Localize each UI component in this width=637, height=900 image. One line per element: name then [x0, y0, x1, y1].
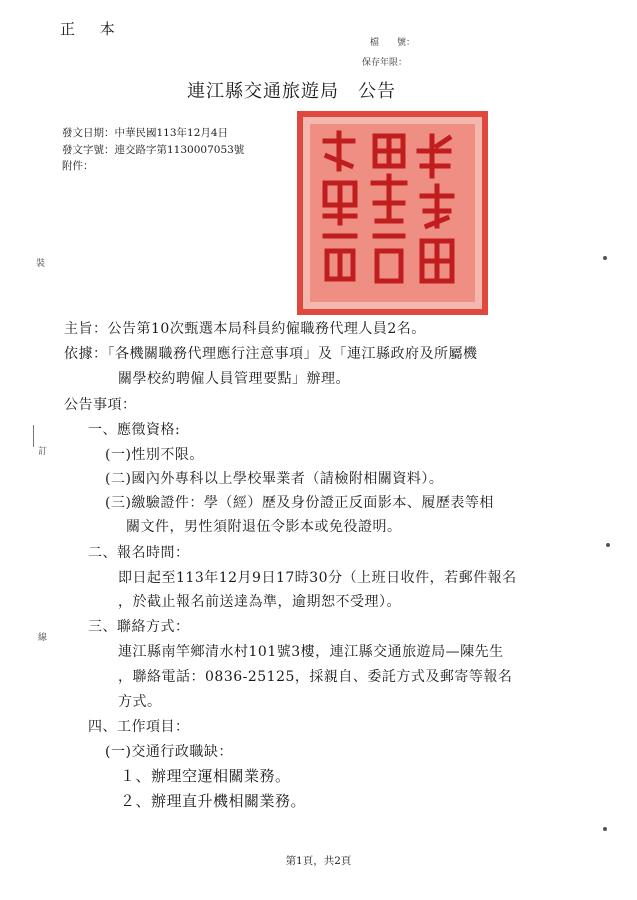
- line-mark: 線: [38, 633, 48, 643]
- qualification-item-cont: 關文件，男性須附退伍令影本或免役證明。: [126, 519, 402, 535]
- qualification-item: (二)國內外專科以上學校畢業者（請檢附相關資料）。: [105, 471, 444, 487]
- basis-line: 依據：「各機關職務代理應行注意事項」及「連江縣政府及所屬機: [64, 346, 478, 362]
- qualification-item: (一)性別不限。: [105, 447, 204, 463]
- section-qualifications-heading: 一、應徵資格:: [88, 422, 181, 438]
- duty-item: １、辦理空運相關業務。: [120, 767, 291, 785]
- official-seal: [297, 111, 488, 315]
- duties-subheading: (一)交通行政職缺：: [105, 744, 233, 760]
- binding-tick: [33, 425, 34, 447]
- binding-mark: 裝: [36, 259, 46, 269]
- subject-line: 主旨：公告第10次甄選本局科員約僱職務代理人員2名。: [64, 321, 426, 337]
- registration-text: 即日起至113年12月9日17時30分（上班日收件，若郵件報名: [118, 570, 517, 586]
- retention-period-label: 保存年限：: [362, 58, 408, 68]
- qualification-item: (三)繳驗證件：學（經）歷及身份證正反面影本、履歷表等相: [105, 495, 494, 511]
- attachment-label: 附件：: [62, 160, 94, 172]
- copy-mark: 正 本: [60, 20, 125, 38]
- issue-date: 發文日期：中華民國113年12月4日: [62, 127, 229, 139]
- seal-graphic: [297, 111, 488, 315]
- section-duties-heading: 四、工作項目：: [88, 719, 190, 735]
- announcement-heading: 公告事項：: [64, 397, 137, 413]
- punch-dot: [603, 827, 607, 831]
- page-number: 第1頁，共2頁: [285, 855, 352, 867]
- basis-line-cont: 關學校約聘僱人員管理要點」辦理。: [118, 371, 350, 387]
- registration-text-cont: ，於截止報名前送達為準，逾期恕不受理）。: [118, 594, 401, 610]
- contact-text: 連江縣南竿鄉清水村101號3樓，連江縣交通旅遊局—陳先生: [118, 644, 504, 660]
- section-registration-heading: 二、報名時間：: [88, 545, 190, 561]
- contact-text-cont: ，聯絡電話：0836-25125，採親自、委託方式及郵寄等報名: [118, 669, 513, 685]
- punch-dot: [606, 543, 610, 547]
- staple-mark: 訂: [38, 447, 48, 457]
- duty-item: ２、辦理直升機相關業務。: [120, 792, 307, 810]
- document-number: 發文字號：連交路字第1130007053號: [62, 144, 245, 156]
- document-title: 連江縣交通旅遊局 公告: [187, 81, 396, 102]
- punch-dot: [603, 256, 607, 260]
- archive-number-label: 檔 號：: [370, 38, 416, 48]
- section-contact-heading: 三、聯絡方式：: [88, 619, 190, 635]
- contact-text-cont: 方式。: [118, 694, 162, 710]
